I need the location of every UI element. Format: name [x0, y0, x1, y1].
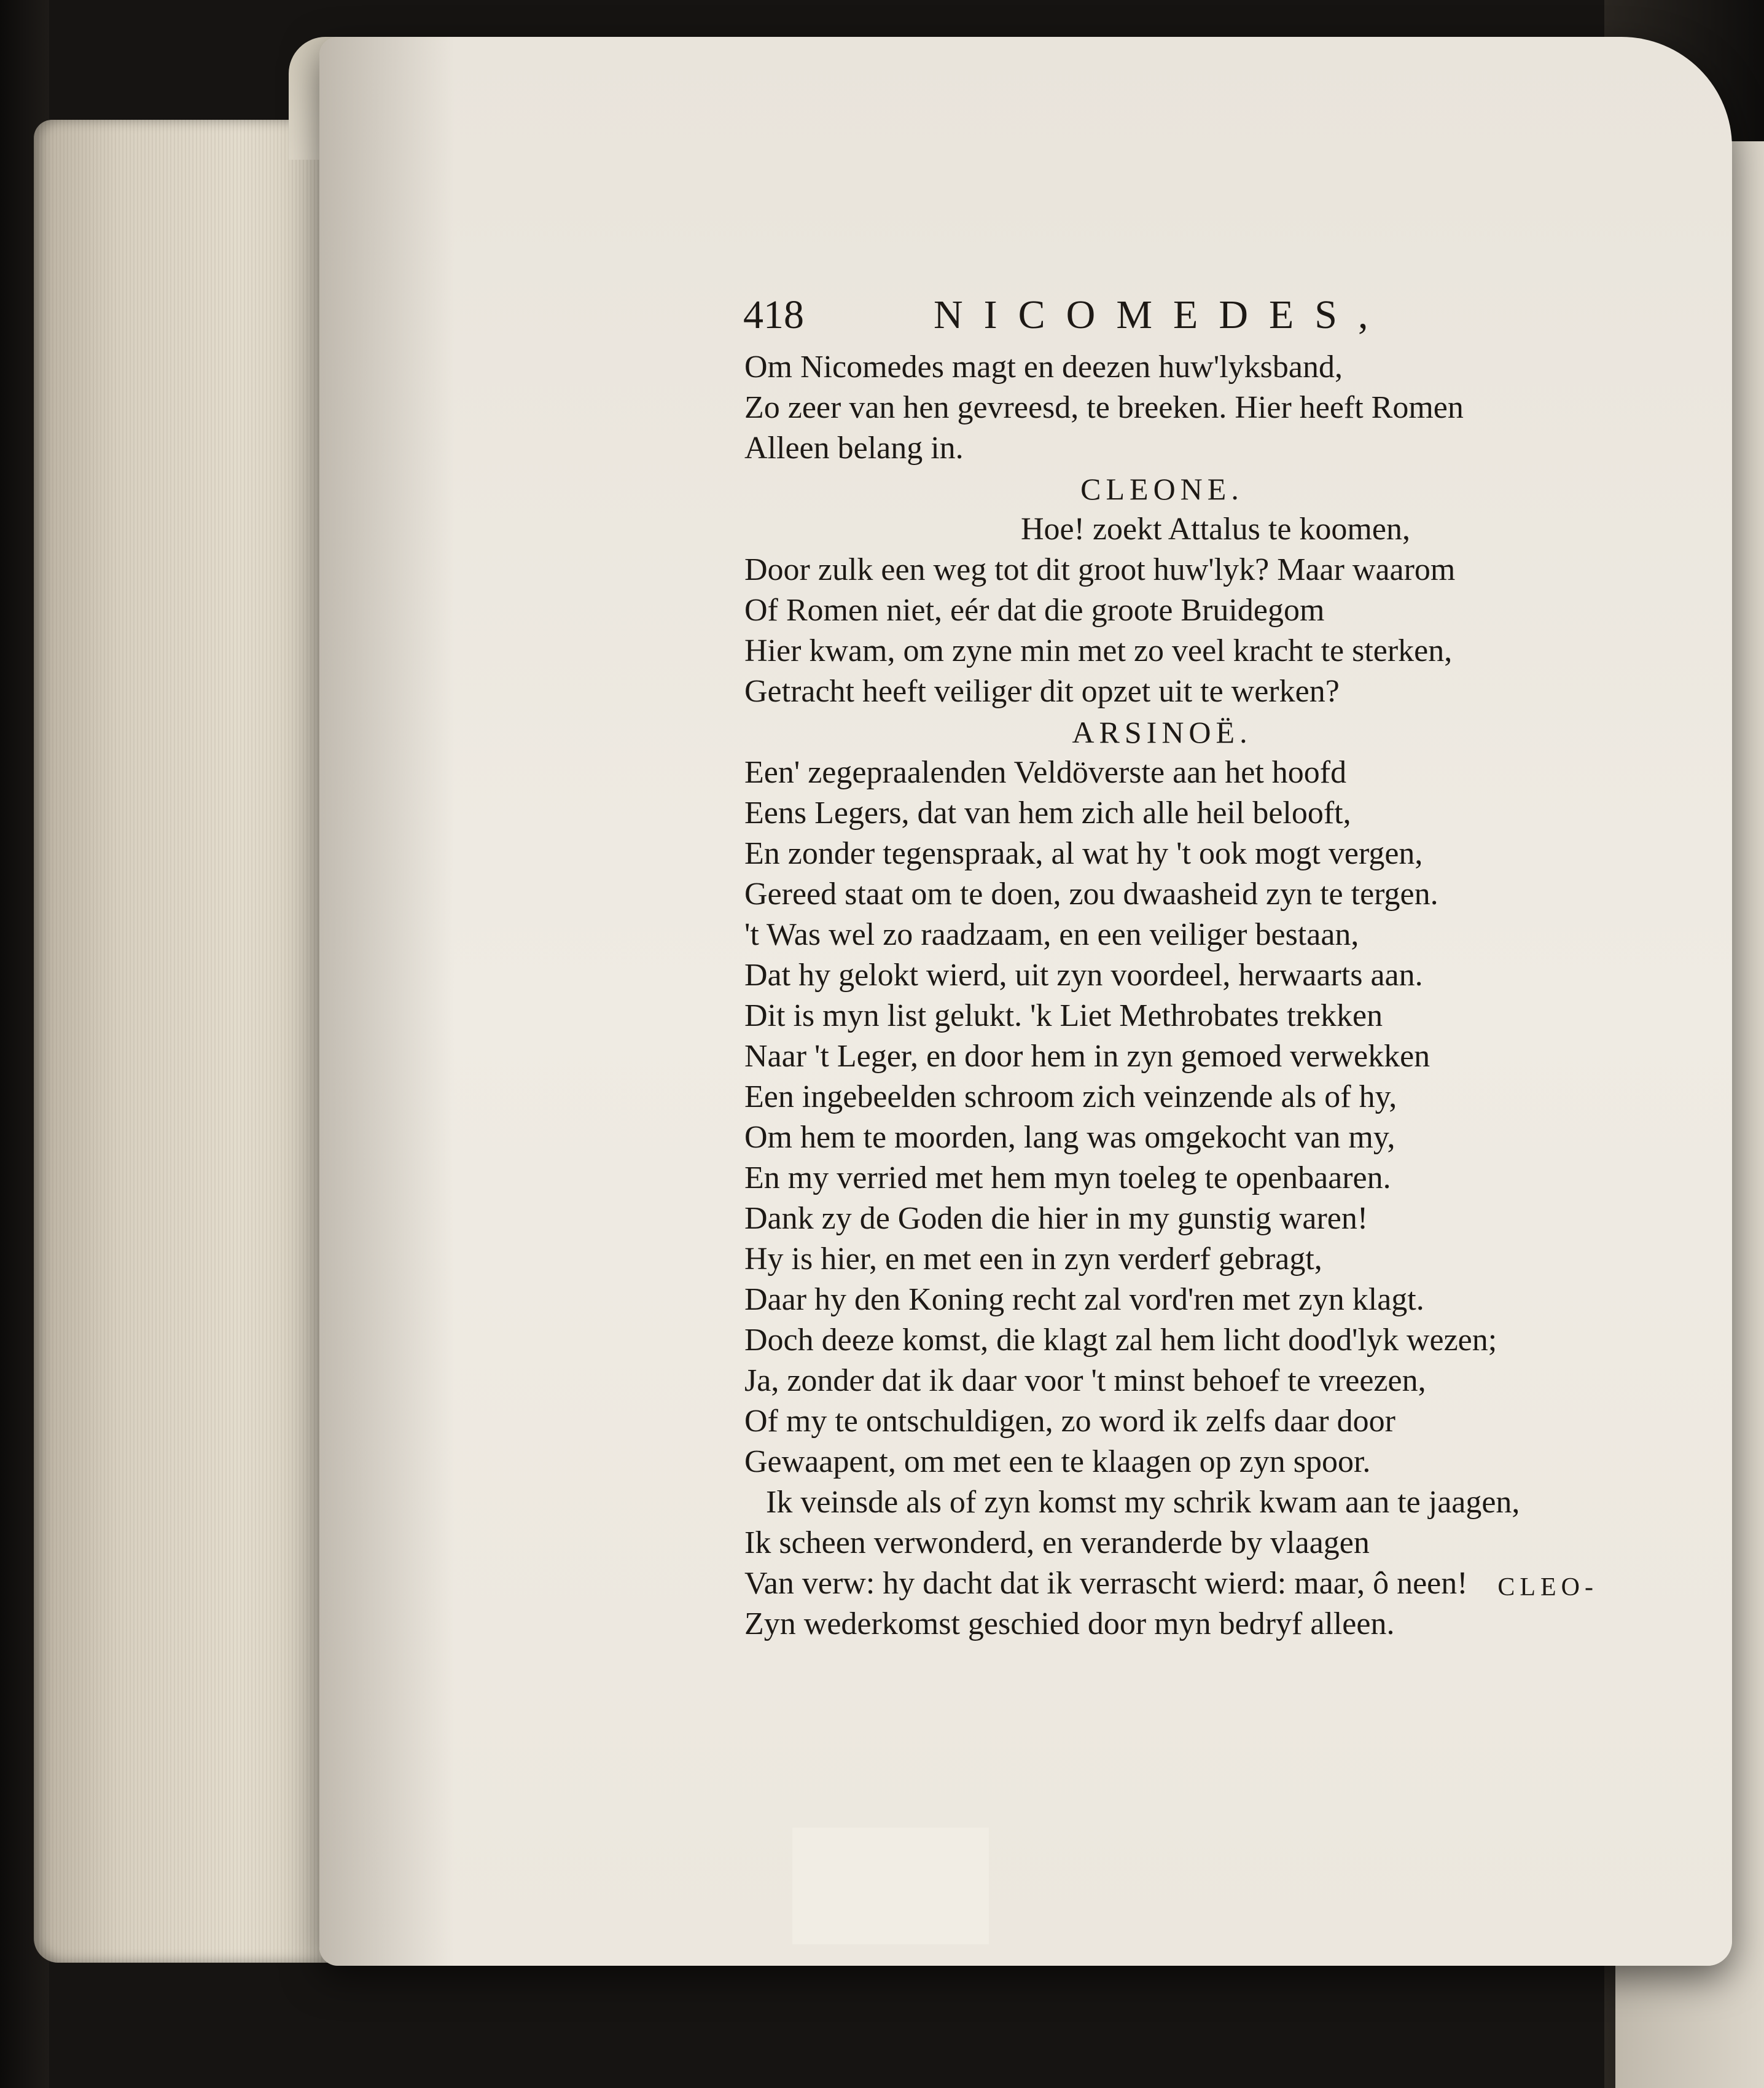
verse-line: Naar 't Leger, en door hem in zyn gemoed verwekken	[744, 1039, 1430, 1074]
gutter-shadow	[319, 37, 455, 1966]
running-head	[743, 287, 1603, 343]
verse-line: Om hem te moorden, lang was omgekocht van my,	[744, 1120, 1395, 1155]
verse-line: En my verried met hem myn toeleg te openbaaren.	[744, 1160, 1391, 1195]
verse-line: Of my te ontschuldigen, zo word ik zelfs daar door	[744, 1404, 1395, 1439]
verse-line: Doch deeze komst, die klagt zal hem licht dood'lyk wezen;	[744, 1323, 1497, 1358]
verse-line: Dank zy de Goden die hier in my gunstig waren!	[744, 1201, 1368, 1236]
verse-line: Van verw: hy dacht dat ik verrascht wierd: maar, ô neen!	[744, 1566, 1468, 1601]
speaker-name: CLEONE.	[1080, 472, 1244, 506]
running-title: NICOMEDES,	[934, 292, 1389, 337]
verse-line: 't Was wel zo raadzaam, en een veiliger bestaan,	[744, 917, 1359, 952]
verse-line: Of Romen niet, eér dat die groote Bruidegom	[744, 593, 1325, 628]
verse-line: Dit is myn list gelukt. 'k Liet Methrobates trekken	[744, 998, 1383, 1033]
verse-line: Een ingebeelden schroom zich veinzende als of hy,	[744, 1079, 1397, 1114]
verse-line: Gewaapent, om met een te klaagen op zyn spoor.	[744, 1444, 1371, 1479]
verse-line: Daar hy den Koning recht zal vord'ren met zyn klagt.	[744, 1282, 1424, 1317]
verse-line: Eens Legers, dat van hem zich alle heil belooft,	[744, 796, 1351, 831]
verse-line: Gereed staat om te doen, zou dwaasheid zyn te tergen.	[744, 877, 1438, 912]
paper-slip	[792, 1828, 989, 1944]
verse-line: Hy is hier, en met een in zyn verderf gebragt,	[744, 1241, 1322, 1277]
verse-line: Getracht heeft veiliger dit opzet uit te werken?	[744, 674, 1340, 709]
verse-line: Ik scheen verwonderd, en veranderde by vlaagen	[744, 1525, 1370, 1560]
verse-line: Door zulk een weg tot dit groot huw'lyk? Maar waarom	[744, 552, 1456, 587]
verse-line: Ik veinsde als of zyn komst my schrik kwam aan te jaagen,	[766, 1485, 1520, 1520]
verse-line: Hier kwam, om zyne min met zo veel kracht te sterken,	[744, 633, 1453, 668]
verse-line: Ja, zonder dat ik daar voor 't minst behoef te vreezen,	[744, 1363, 1426, 1398]
speaker-name: ARSINOË.	[1072, 715, 1252, 749]
verse-line: Hoe! zoekt Attalus te koomen,	[1021, 512, 1410, 547]
verse-line: Een' zegepraalenden Veldöverste aan het hoofd	[744, 755, 1347, 790]
verse-line: Dat hy gelokt wierd, uit zyn voordeel, herwaarts aan.	[744, 958, 1423, 993]
page-number: 418	[743, 292, 804, 337]
verse-line: Zyn wederkomst geschied door myn bedryf alleen.	[744, 1606, 1395, 1641]
verse-text	[744, 347, 1580, 1644]
verse-line: Om Nicomedes magt en deezen huw'lyksband,	[744, 350, 1343, 385]
verse-line: Alleen belang in.	[744, 431, 964, 466]
verse-line: Zo zeer van hen gevreesd, te breeken. Hier heeft Romen	[744, 390, 1464, 425]
verse-line: En zonder tegenspraak, al wat hy 't ook mogt vergen,	[744, 836, 1423, 871]
catchword: CLEO-	[1497, 1573, 1598, 1601]
